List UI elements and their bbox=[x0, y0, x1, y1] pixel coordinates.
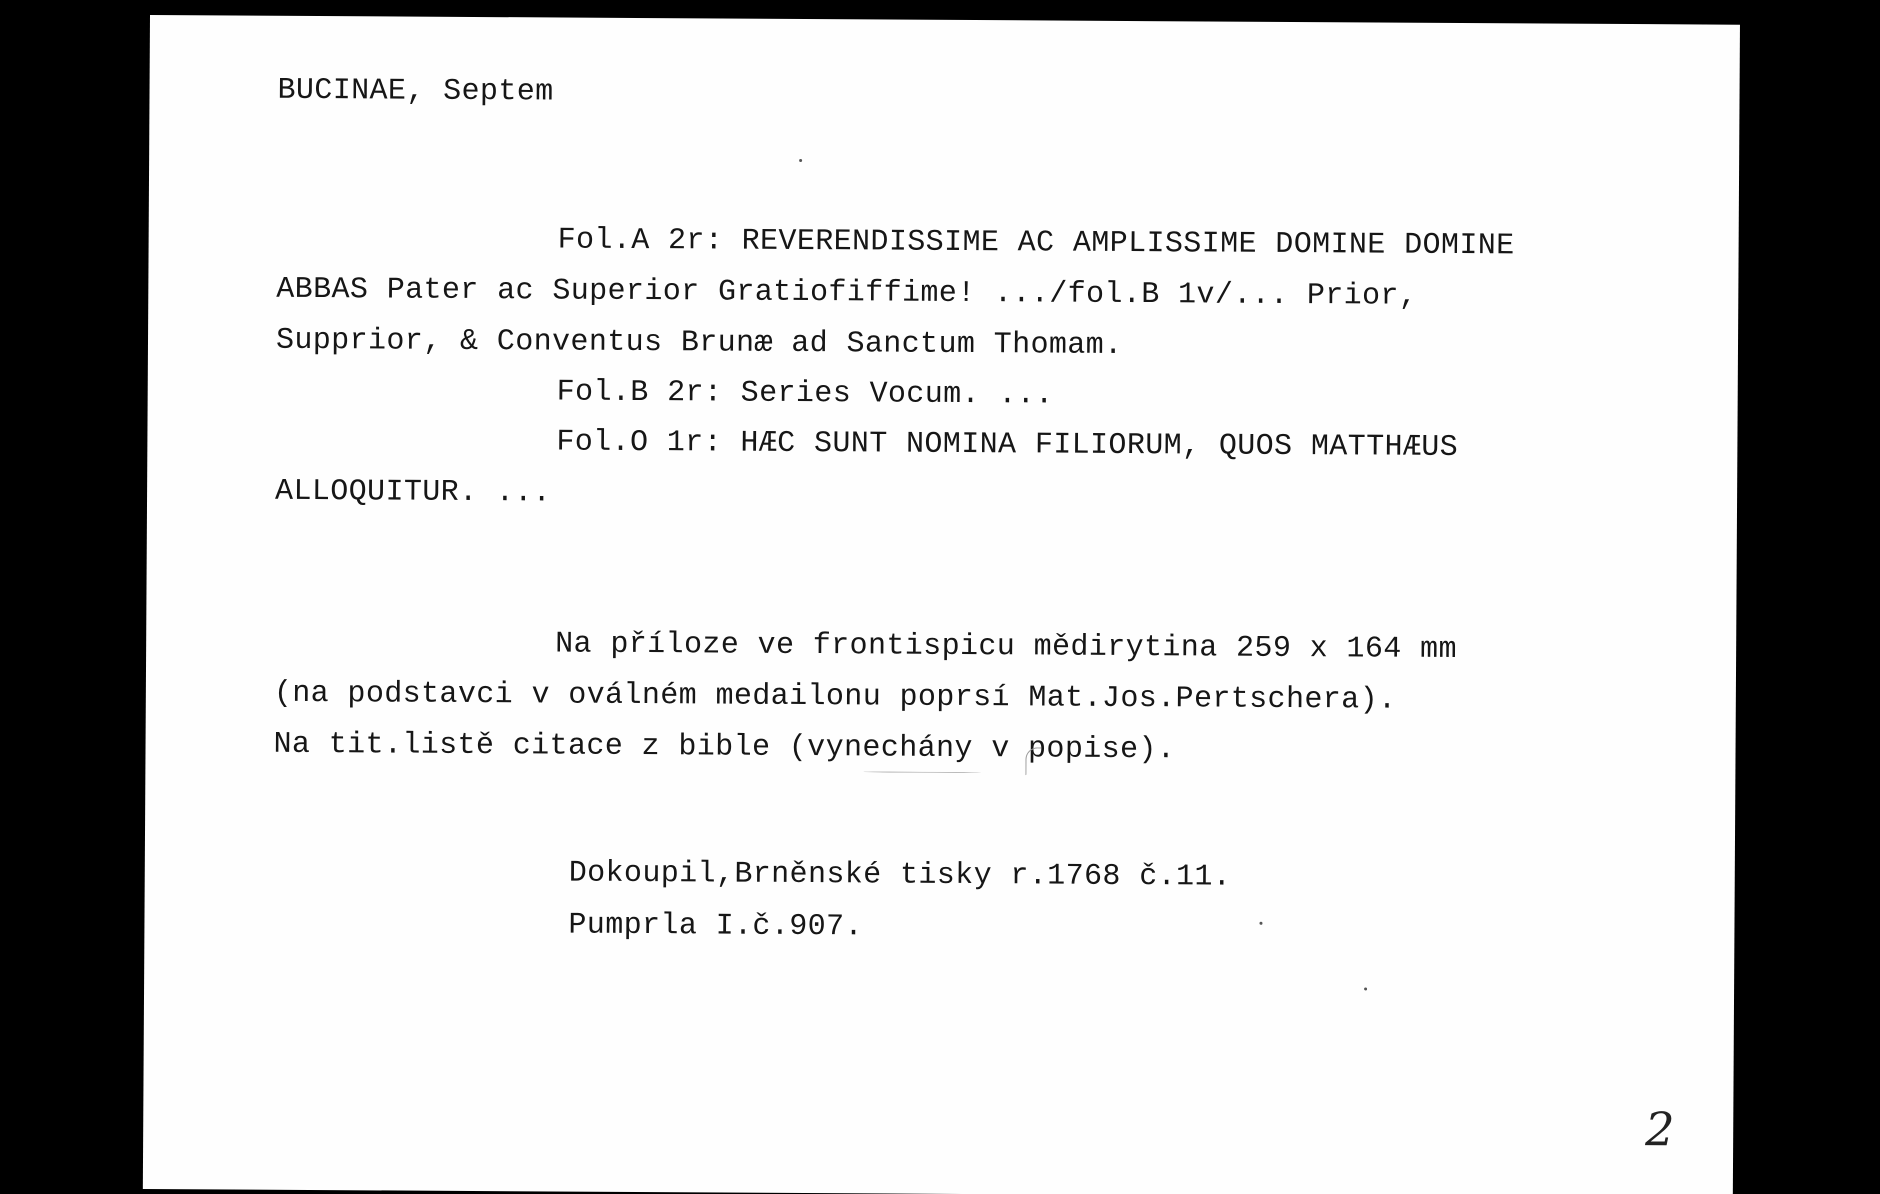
catalog-card bbox=[143, 15, 1740, 1194]
description-line-4: Fol.B 2r: Series Vocum. ... bbox=[556, 375, 1054, 413]
pencil-underline bbox=[863, 771, 981, 773]
note-line-2: (na podstavci v oválném medailonu poprsí Mat.Jos.Pertschera). bbox=[273, 676, 1397, 718]
handwritten-card-number: 2 bbox=[1645, 1102, 1675, 1157]
speck bbox=[799, 159, 802, 162]
description-line-2: ABBAS Pater ac Superior Gratiofiffime! .../fol.B 1v/... Prior, bbox=[276, 272, 1418, 314]
note-line-3: Na tit.listě citace z bible (vynechány v popise). bbox=[273, 727, 1176, 768]
speck bbox=[1259, 922, 1262, 925]
description-line-5: Fol.O 1r: HÆC SUNT NOMINA FILIORUM, QUOS MATTHÆUS bbox=[556, 425, 1459, 465]
speck bbox=[1364, 987, 1367, 990]
note-line-1: Na příloze ve frontispicu mědirytina 259 x 164 mm bbox=[555, 627, 1457, 667]
description-line-3: Supprior, & Conventus Brunæ ad Sanctum Thomam. bbox=[275, 323, 1123, 363]
reference-line-2: Pumprla I.č.907. bbox=[568, 908, 863, 945]
description-line-6: ALLOQUITUR. ... bbox=[274, 474, 552, 511]
heading: BUCINAE, Septem bbox=[277, 73, 554, 110]
reference-line-1: Dokoupil,Brněnské tisky r.1768 č.11. bbox=[568, 856, 1232, 895]
pencil-insertion-mark bbox=[1025, 747, 1041, 775]
description-line-1: Fol.A 2r: REVERENDISSIME AC AMPLISSIME DOMINE DOMINE bbox=[557, 223, 1515, 264]
